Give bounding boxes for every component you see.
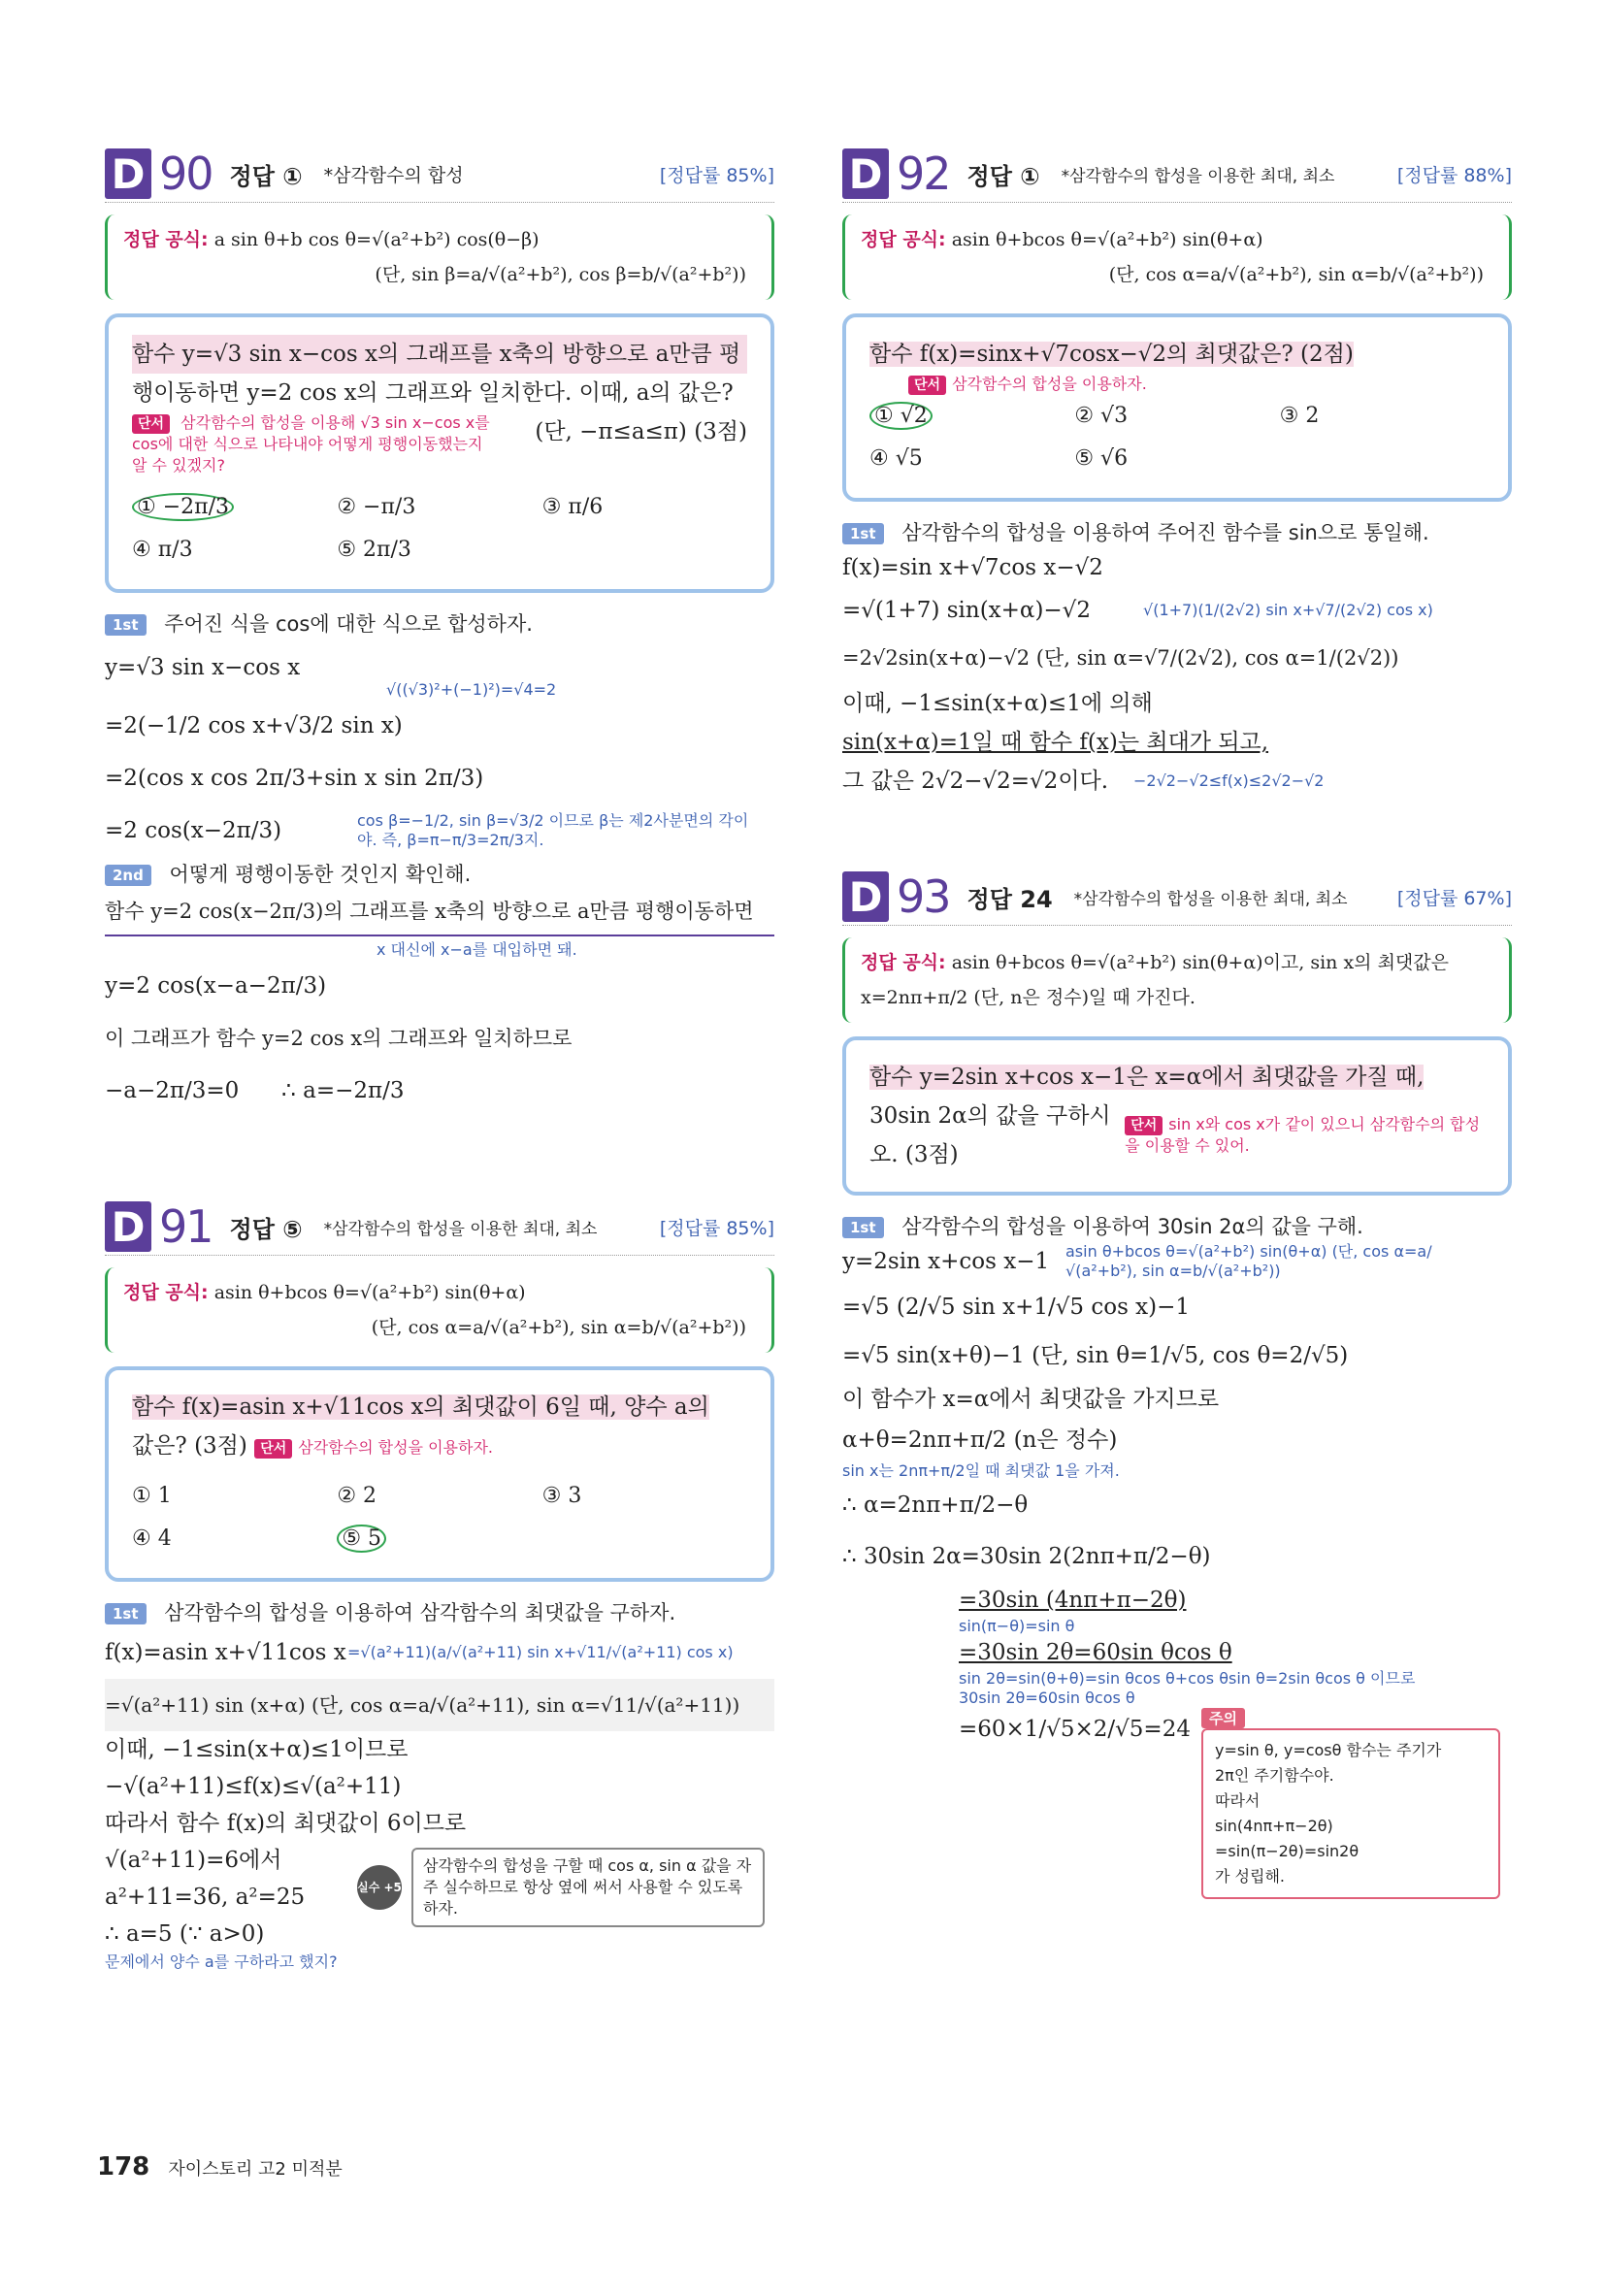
problem-number: 93 [897,870,950,923]
answer: 정답 ⑤ [229,1215,303,1243]
correct-rate: [정답률 67%] [1393,884,1512,910]
solution-line: =√5 sin(x+θ)−1 (단, sin θ=1/√5, cos θ=2/√5) [842,1343,1349,1368]
formula-condition: (단, sin β=a/√(a²+b²), cos β=b/√(a²+b²)) [375,264,746,285]
solution-line: f(x)=asin x+√11cos x [105,1640,346,1665]
hint [908,374,1485,395]
solution-line: y=2sin x+cos x−1 [842,1249,1050,1274]
step-badge: 1st [842,1217,884,1238]
solution-line: α+θ=2nπ+π/2 (n은 정수) [842,1427,1118,1453]
solution-line: =30sin (4nπ+π−2θ) [959,1588,1187,1613]
solution-line: =2(−1/2 cos x+√3/2 sin x) [105,713,403,738]
step-2 [105,861,774,888]
solution-line: 함수 y=2 cos(x−2π/3)의 그래프를 x축의 방향으로 a만큼 평행이동하면 [105,888,774,936]
answer-formula [105,214,774,300]
answer: 정답 ① [966,162,1040,190]
solution-line: 따라서 함수 f(x)의 최댓값이 6이므로 [105,1811,467,1836]
solution-line: sin(x+α)=1일 때 함수 f(x)는 최대가 되고, [842,730,1269,755]
step-1 [842,1213,1512,1240]
solution-line: y=√3 sin x−cos x [105,655,301,680]
solution-line: =√(1+7) sin(x+α)−√2 [842,598,1091,623]
problem-number: 90 [159,148,213,200]
level-badge: D [842,871,889,922]
step-badge: 2nd [105,865,151,886]
question-text: 함수 f(x)=sinx+√7cosx−√2의 최댓값은? (2점) [869,342,1354,367]
solution-note: √((√3)²+(−1)²)=√4=2 [386,680,557,699]
solution-line: √(a²+11)=6에서 [105,1848,282,1873]
step-1 [842,519,1512,546]
solution-note: x 대신에 x−a를 대입하면 돼. [377,940,577,959]
formula-condition: x=2nπ+π/2 (단, n은 정수)일 때 가진다. [861,987,1196,1008]
question-line-1 [132,1388,747,1427]
solution-line: f(x)=sin x+√7cos x−√2 [842,555,1103,580]
solution-line: 이때, −1≤sin(x+α)≤1이므로 [105,1737,409,1762]
solution-line: y=2 cos(x−a−2π/3) [105,973,327,999]
solution-note: sin 2θ=sin(θ+θ)=sin θcos θ+cos θsin θ=2sin θcos θ 이므로 30sin 2θ=60sin θcos θ [959,1669,1416,1707]
solution-line: =2(cos x cos 2π/3+sin x sin 2π/3) [105,766,484,791]
solution-note: √(1+7)(1/(2√2) sin x+√7/(2√2) cos x) [1143,601,1433,619]
choice-5-text: ⑤ 5 [337,1525,386,1553]
question-line-2: 행이동하면 y=2 cos x의 그래프와 일치한다. 이때, a의 값은? [132,380,734,406]
formula-text: a sin θ+b cos θ=√(a²+b²) cos(θ−β) [213,229,540,250]
correct-rate: [정답률 85%] [656,1214,774,1240]
question-condition: (단, −π≤a≤π) (3점) [535,419,747,444]
warning [1201,1708,1500,1899]
solution-line: 이 그래프가 함수 y=2 cos x의 그래프와 일치하므로 [105,1027,573,1050]
answer: 정답 24 [966,885,1053,913]
choice-1-text: ① √2 [869,402,933,430]
correct-rate: [정답률 85%] [656,161,774,187]
level-badge: D [842,148,889,199]
question-line-1 [869,335,1485,374]
solution-note: asin θ+bcos θ=√(a²+b²) sin(θ+α) (단, cos α=a/√(a²+b²), sin α=b/√(a²+b²)) [1065,1242,1432,1280]
step-title: 주어진 식을 cos에 대한 식으로 합성하자. [164,612,533,636]
formula-text: asin θ+bcos θ=√(a²+b²) sin(θ+α) [951,229,1263,250]
page-number: 178 [97,2152,150,2181]
choice-5[interactable]: ⑤ √6 [1074,446,1129,471]
solution-line: =30sin 2θ=60sin θcos θ [959,1640,1232,1665]
step-badge: 1st [842,523,884,544]
question-box [842,1036,1512,1196]
solution-line: =60×1/√5×2/√5=24 [959,1717,1191,1742]
solution-note: cos β=−1/2, sin β=√3/2 이므로 β는 제2사분면의 각이야. 즉, β=π−π/3=2π/3지. [357,811,749,849]
choice-5[interactable]: ⑤ 2π/3 [337,538,411,562]
topic: *삼각함수의 합성을 이용한 최대, 최소 [323,1219,598,1239]
choices [869,395,1485,480]
problem-number: 92 [897,148,950,200]
warning-text: y=sin θ, y=cosθ 함수는 주기가 2π인 주기함수야. 따라서 sin(4nπ+π−2θ) =sin(π−2θ)=sin2θ 가 성립해. [1201,1728,1500,1899]
hint-tag: 단서 [908,376,946,395]
answer-formula [842,214,1512,300]
solution-line: =√5 (2/√5 sin x+1/√5 cos x)−1 [842,1295,1191,1320]
choice-1[interactable] [132,486,337,529]
question-box [105,313,774,593]
solution-line: 그 값은 2√2−√2=√2이다. [842,769,1109,794]
problem-90-header [105,146,774,203]
formula-text: asin θ+bcos θ=√(a²+b²) sin(θ+α) [213,1282,526,1303]
level-badge: D [105,148,151,199]
solution-note: sin x는 2nπ+π/2일 때 최댓값 1을 가져. [842,1461,1120,1480]
question-text: 함수 f(x)=asin x+√11cos x의 최댓값이 6일 때, 양수 a의 [132,1394,709,1420]
choice-1[interactable]: ① 1 [132,1484,172,1508]
formula-label: 정답 공식: [123,229,209,250]
hint-tag: 단서 [1125,1116,1163,1135]
problem-92-header [842,146,1512,203]
solution-line: a²+11=36, a²=25 [105,1885,306,1910]
step-title: 삼각함수의 합성을 이용하여 주어진 함수를 sin으로 통일해. [901,521,1429,544]
formula-label: 정답 공식: [861,229,946,250]
problem-number: 91 [159,1200,213,1253]
solution-line: ∴ 30sin 2α=30sin 2(2nπ+π/2−θ) [842,1544,1211,1569]
choice-3[interactable]: ③ π/6 [541,495,604,519]
solution-line: ∴ α=2nπ+π/2−θ [842,1492,1029,1518]
choice-2[interactable]: ② −π/3 [337,495,416,519]
hint [254,1438,493,1457]
formula-condition: (단, cos α=a/√(a²+b²), sin α=b/√(a²+b²)) [1108,264,1484,285]
step-badge: 1st [105,1603,147,1624]
question-box [842,313,1512,502]
problem-91-header [105,1198,774,1256]
correct-rate: [정답률 88%] [1393,161,1512,187]
hint-tag: 단서 [254,1439,292,1459]
choice-2[interactable]: ② √3 [1074,404,1129,428]
hint-text: sin x와 cos x가 같이 있으니 삼각함수의 합성을 이용할 수 있어. [1125,1115,1481,1155]
solution-note: −2√2−√2≤f(x)≤2√2−√2 [1133,771,1325,790]
choice-4[interactable]: ④ 4 [132,1526,172,1551]
formula-label: 정답 공식: [123,1282,209,1303]
formula-text: asin θ+bcos θ=√(a²+b²) sin(θ+α)이고, sin x의 최댓값은 [951,952,1449,973]
problem-93-header [842,869,1512,926]
question-box [105,1366,774,1582]
hint-tag: 단서 [132,414,170,434]
hint-text: 삼각함수의 합성을 이용하자. [952,375,1147,393]
solution-line: −a−2π/3=0 ∴ a=−2π/3 [105,1078,405,1103]
tip-icon: 실수 +5 [357,1865,402,1910]
solution-line: ∴ a=5 (∵ a>0) [105,1921,265,1947]
solution-line: 이때, −1≤sin(x+α)≤1에 의해 [842,691,1153,716]
choice-1-text: ① −2π/3 [132,493,234,521]
question-line-1: 함수 y=√3 sin x−cos x의 그래프를 x축의 방향으로 a만큼 평 [132,335,747,374]
solution-line: =2√2sin(x+α)−√2 (단, sin α=√7/(2√2), cos α=1/(2√2)) [842,646,1399,670]
hint [1125,1114,1485,1157]
question-line-2: 30sin 2α의 값을 구하시오. (3점) [869,1103,1111,1167]
step-title: 삼각함수의 합성을 이용하여 삼각함수의 최댓값을 구하자. [164,1601,676,1624]
choices [132,1475,747,1560]
step-1 [105,610,774,638]
question-text: 함수 y=2sin x+cos x−1은 x=α에서 최댓값을 가질 때, [869,1065,1425,1090]
answer-formula [105,1267,774,1353]
question-line-2 [132,1427,747,1465]
topic: *삼각함수의 합성을 이용한 최대, 최소 [1073,889,1348,909]
solution-line: =√(a²+11) sin (x+α) (단, cos α=a/√(a²+11), sin α=√11/√(a²+11)) [105,1679,774,1731]
right-column [842,146,1512,1899]
solution-line: 이 함수가 x=α에서 최댓값을 가지므로 [842,1387,1220,1412]
choice-3[interactable]: ③ 3 [541,1484,582,1508]
formula-label: 정답 공식: [861,952,946,973]
page-footer [97,2152,343,2181]
level-badge: D [105,1201,151,1252]
answer: 정답 ① [229,162,303,190]
book-title: 자이스토리 고2 미적분 [168,2159,343,2180]
step-title: 삼각함수의 합성을 이용하여 30sin 2α의 값을 구해. [901,1215,1363,1238]
topic: *삼각함수의 합성을 이용한 최대, 최소 [1061,166,1335,186]
answer-formula [842,937,1512,1023]
solution-note: sin(π−θ)=sin θ [959,1617,1075,1635]
step-title: 어떻게 평행이동한 것인지 확인해. [169,863,472,886]
choice-2[interactable]: ② 2 [337,1484,377,1508]
hint-text: 삼각함수의 합성을 이용하자. [298,1438,493,1457]
solution-line: −√(a²+11)≤f(x)≤√(a²+11) [105,1774,402,1799]
formula-condition: (단, cos α=a/√(a²+b²), sin α=b/√(a²+b²)) [371,1317,746,1338]
step-1 [105,1599,774,1626]
question-line-1 [869,1058,1485,1097]
hint-text: 삼각함수의 합성을 이용해 √3 sin x−cos x를 cos에 대한 식으로 나타내야 어떻게 평행이동했는지 알 수 있겠지? [132,413,490,475]
left-column [105,146,774,1972]
choice-4[interactable]: ④ π/3 [132,538,193,562]
step-badge: 1st [105,614,147,636]
choice-5[interactable] [337,1518,541,1560]
mistake-tip [357,1848,765,1927]
solution-line: =2 cos(x−2π/3) [105,818,282,843]
solution-note: =√(a²+11)(a/√(a²+11) sin x+√11/√(a²+11) cos x) [347,1643,734,1661]
choice-4[interactable]: ④ √5 [869,446,923,471]
topic: *삼각함수의 합성 [323,164,464,186]
warning-tag: 주의 [1201,1708,1245,1728]
choices [132,486,747,572]
tip-text: 삼각함수의 합성을 구할 때 cos α, sin α 값을 자주 실수하므로 항상 옆에 써서 사용할 수 있도록 하자. [411,1848,765,1927]
choice-1[interactable] [869,395,1074,438]
choice-3[interactable]: ③ 2 [1279,404,1320,428]
question-text: 값은? (3점) [132,1433,247,1459]
solution-note: 문제에서 양수 a를 구하라고 했지? [105,1952,338,1971]
hint [132,412,501,476]
